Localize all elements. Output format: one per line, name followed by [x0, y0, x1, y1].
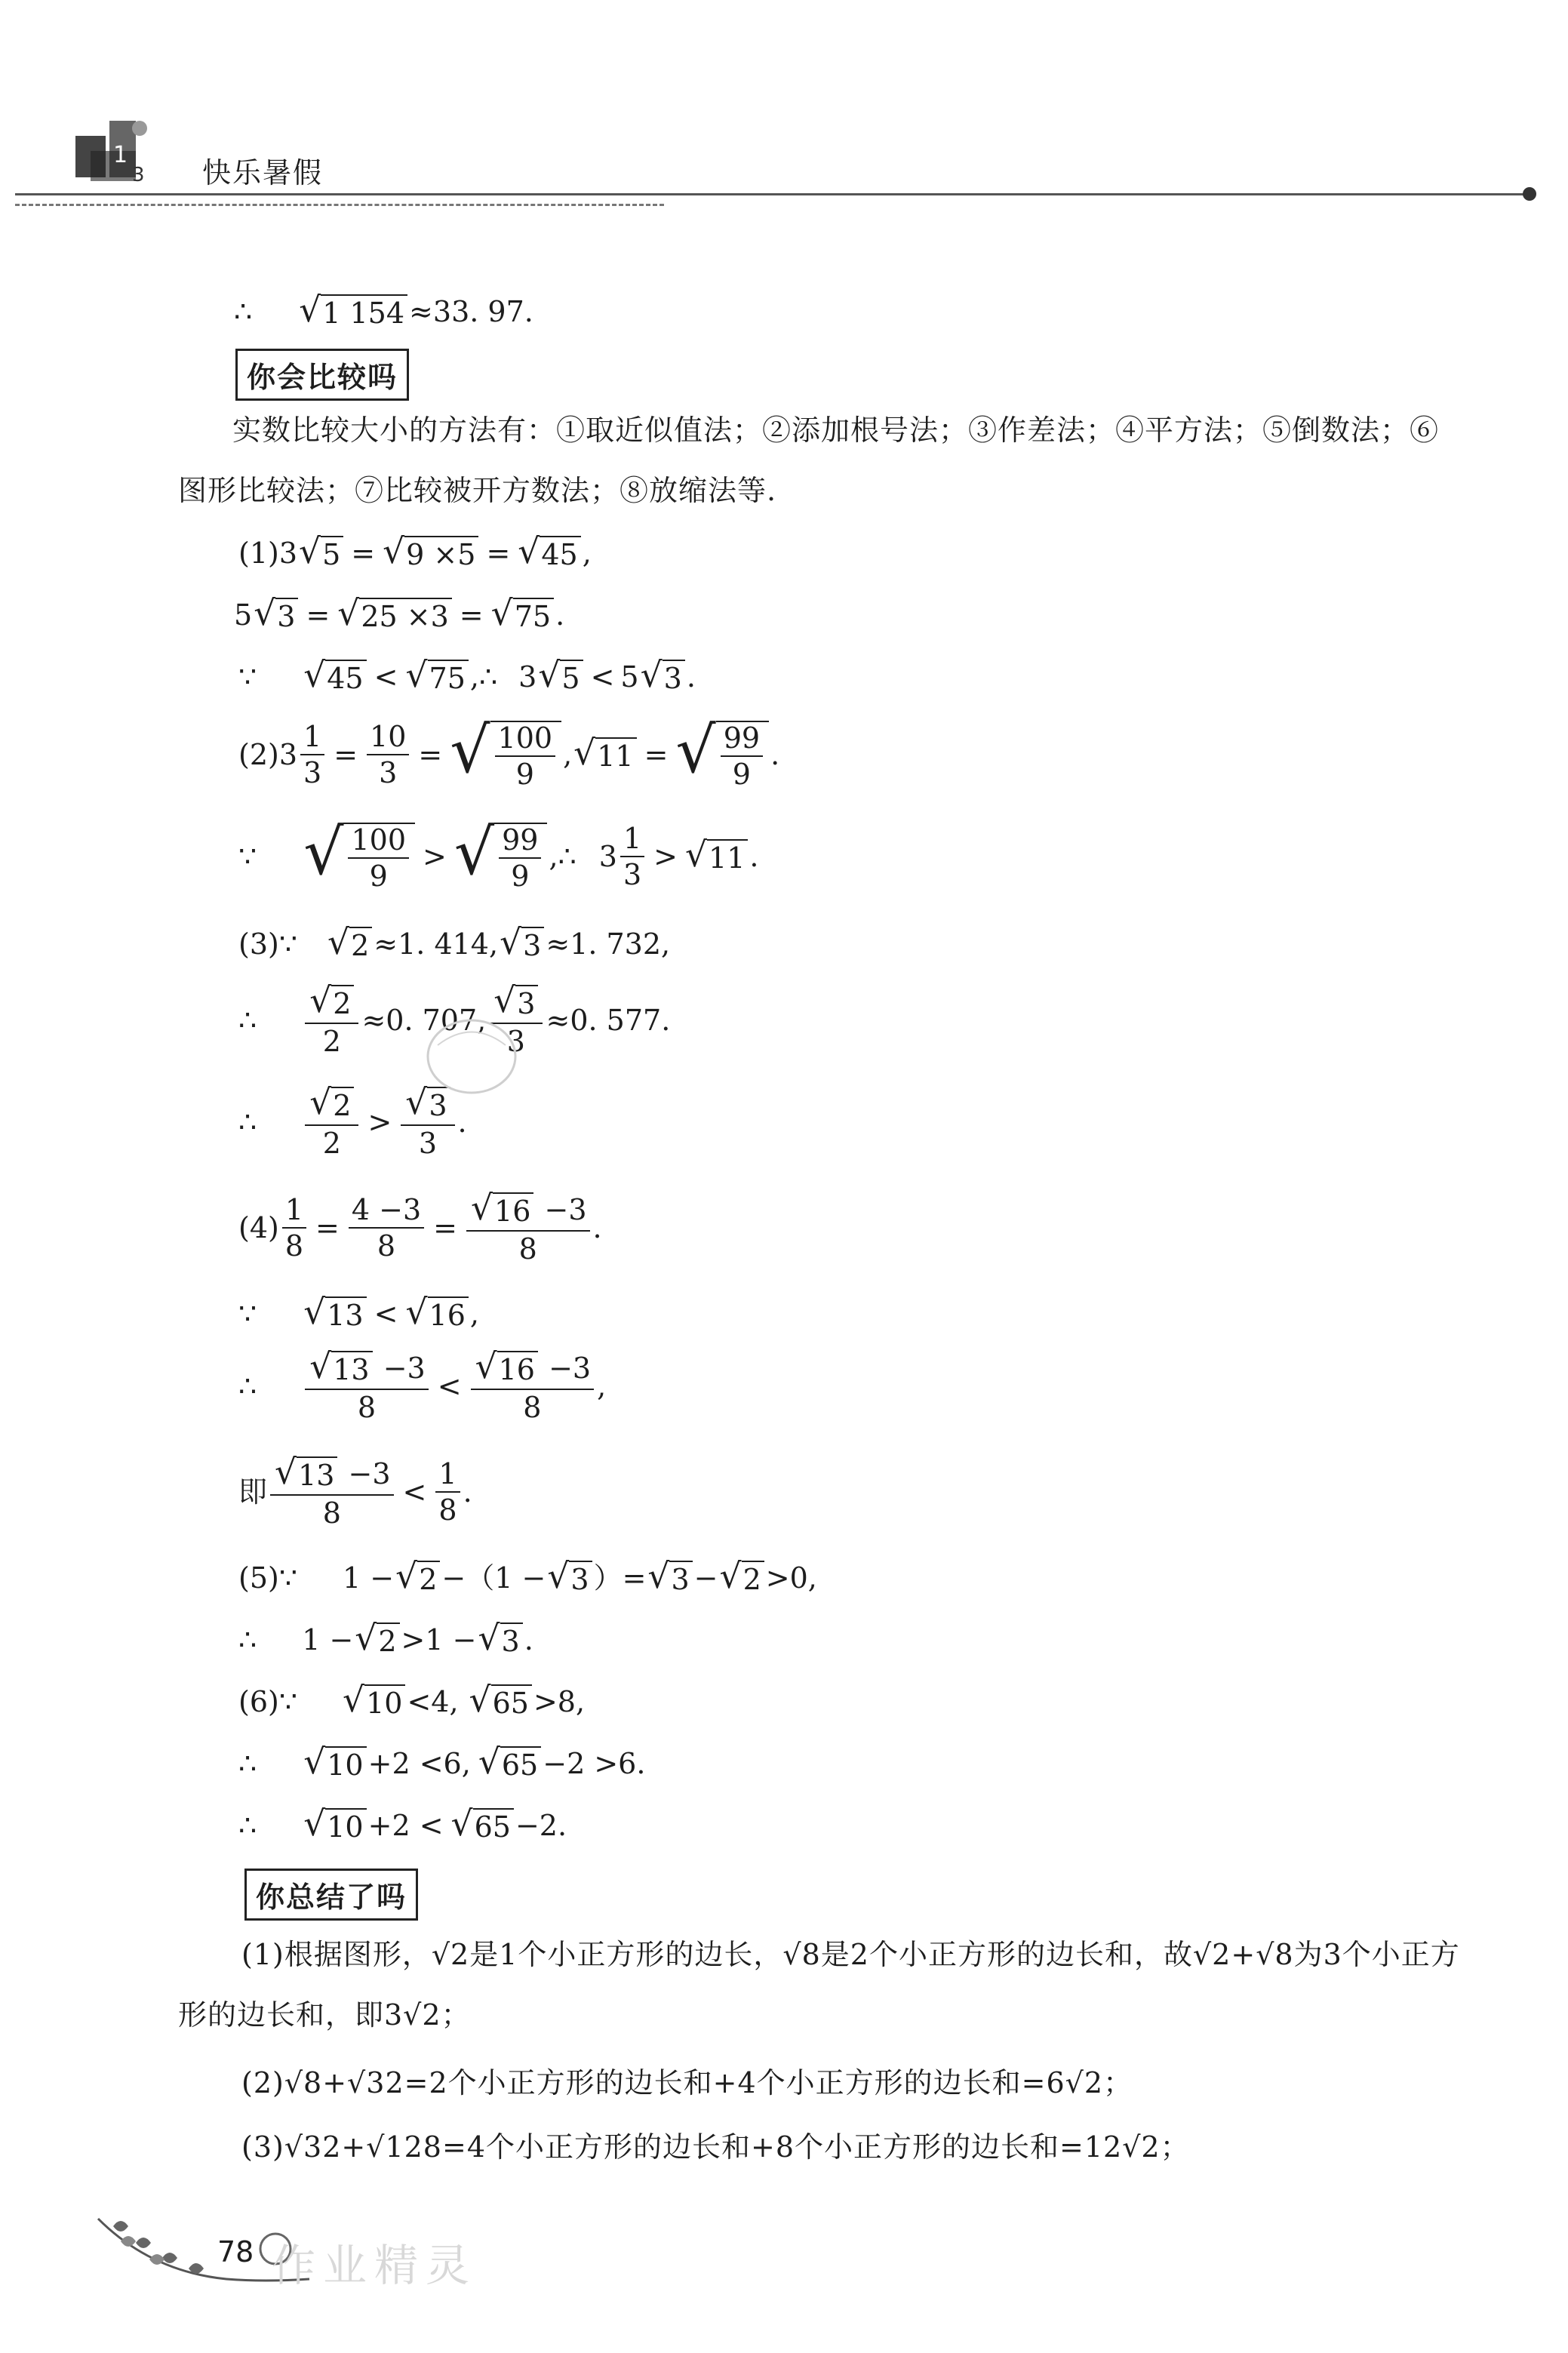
footer-watermark-text: 作业精灵 [272, 2240, 478, 2291]
math-line-4c: ∴ √ 13 −3 8 < √ 16 −3 8 , [238, 1346, 607, 1424]
math-line-2a: (2)3 $\frac{1}{3}$ = $\frac{10}{3}$ = √ 100 9 , √ 11 = √ 99 9 . [238, 713, 780, 791]
summary-paragraph-1: (1)根据图形，√2是1个小正方形的边长，√8是2个小正方形的边长和，故√2+√8为3个小正方形的边长和，即3√2； [178, 1938, 1460, 2032]
header-rule [15, 193, 1530, 195]
header-dashed-rule [15, 204, 664, 206]
summary-paragraph-2: (2)√8+√32=2个小正方形的边长和+4个小正方形的边长和=6√2； [241, 2066, 1133, 2099]
section-heading-summary: 你总结了吗 [244, 1869, 418, 1921]
math-line-1c: ∵ √ 45 < √ 75 ,∴ 3 √ 5 < 5 √ 3 . [238, 655, 696, 695]
watermark-stamp-icon [423, 1011, 521, 1102]
section-heading-compare: 你会比较吗 [235, 349, 409, 401]
svg-text:3: 3 [132, 164, 145, 186]
math-line-3a: (3)∵ √ 2 ≈1. 414, √ 3 ≈1. 732, [238, 922, 671, 962]
math-line-4a: (4) $\frac{1}{8}$ = $\frac{4 -3}{8}$ = √ 16 −3 8 . [238, 1188, 602, 1266]
header-title: 快乐暑假 [202, 156, 324, 189]
math-line-6c: ∴ √ 10 +2 < √ 65 −2. [238, 1804, 567, 1844]
math-line-6a: (6)∵ √ 10 <4, √ 65 >8, [238, 1680, 586, 1720]
page-number: 78 [217, 2235, 254, 2268]
math-line-sqrt1154: ∴ √ 1 154 ≈33. 97. [234, 290, 533, 330]
math-line-1b: 5 √ 3 = √ 25 ×3 = √ 75 . [234, 593, 565, 633]
section-intro-paragraph: 实数比较大小的方法有：①取近似值法；②添加根号法；③作差法；④平方法；⑤倒数法；⑥图形比较法；⑦比较被开方数法；⑧放缩法等. [178, 414, 1440, 507]
summary-paragraph-3: (3)√32+√128=4个小正方形的边长和+8个小正方形的边长和=12√2； [241, 2130, 1190, 2164]
header-logo-icon [68, 106, 158, 189]
math-line-5b: ∴ 1 − √ 2 >1 − √ 3 . [238, 1618, 533, 1658]
math-line-6b: ∴ √ 10 +2 <6, √ 65 −2 >6. [238, 1742, 646, 1782]
math-line-3c: ∴ √ 2 2 > √ 3 3 . [238, 1082, 467, 1160]
math-line-1a: (1)3 √ 5 = √ 9 ×5 = √ 45 , [238, 531, 592, 571]
math-line-2b: ∵ √ 100 9 > √ 99 9 ,∴ 3 1 3 > √ 11 . [238, 815, 759, 893]
math-line-5a: (5)∵ 1 − √ 2 −（1 − √ 3 ）= √ 3 − √ 2 >0, [238, 1556, 817, 1596]
math-line-4b: ∵ √ 13 < √ 16 , [238, 1292, 479, 1332]
header-dot [1523, 187, 1536, 201]
svg-text:1: 1 [113, 142, 128, 168]
math-line-3b: ∴ √ 2 2 ≈0. 707, √ 3 3 ≈0. 577. [238, 980, 671, 1058]
math-line-4d: 即 √ 13 −3 8 < 1 8 . [238, 1452, 472, 1530]
